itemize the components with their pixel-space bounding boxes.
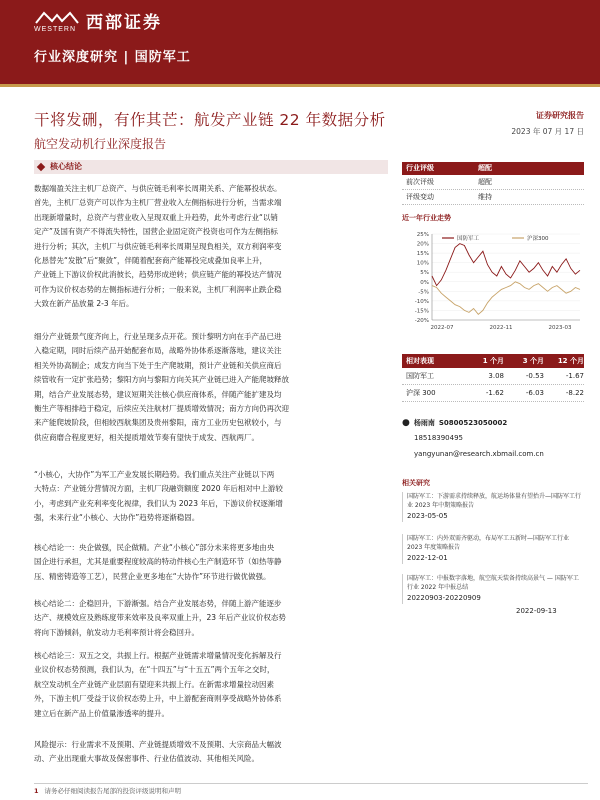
body-paragraph	[34, 468, 388, 526]
paragraph-line: 产业链上下游议价权此消彼长，趋势形成逆转；供应链产能的幂投达产情况	[34, 270, 282, 280]
paragraph-line: 强，未来行业“小核心、大协作”趋势将逐渐稳固。	[34, 513, 200, 523]
y-tick-label: 15%	[416, 251, 429, 258]
paragraph-line: 化恳替先“发散”后“聚敛”，伴随着配套商产能幂投完成叠加良率上升，	[34, 256, 268, 266]
perf-cell: -8.22	[565, 389, 584, 397]
y-tick-label: -20%	[414, 318, 429, 324]
footer-disclaimer: 请务必仔细阅读报告尾部的投资评级说明和声明	[44, 787, 182, 795]
analyst-phone: 18518390495	[414, 434, 463, 442]
series-line	[432, 282, 580, 315]
body-paragraph	[34, 182, 388, 312]
paragraph-line: 衡生产等相排趋于稳定，后续应关注航材厂提质增效情况；南方方向仍再次迎	[34, 404, 289, 414]
paragraph-line: 小，考虑到产业充利率变化视律，我们认为 2023 年后，下游议价权逐渐增	[34, 498, 283, 508]
related-item[interactable]	[402, 492, 584, 522]
related-date: 20220903-20220909	[407, 593, 481, 602]
logo-mark-icon	[34, 9, 80, 33]
paragraph-line: 外，下游主机厂受益于议价权态势上升，中上游配套商则享受战略外协体系	[34, 694, 282, 704]
header-subtitle: 行业深度研究 | 国防军工	[34, 50, 191, 65]
report-subtitle: 航空发动机行业深度报告	[34, 137, 167, 151]
related-item[interactable]	[402, 534, 584, 564]
paragraph-line: 大特点：产业链分营情况方面，主机厂段融资额度 2020 年后相对中上游较	[34, 484, 283, 494]
x-tick-label: 2022-11	[489, 325, 513, 331]
related-heading: 相关研究	[402, 479, 430, 487]
paragraph-line: 压、精密铸造等工艺），民营企业更多地在“大协作”环节进行做优做强。	[34, 571, 271, 581]
paragraph-line: 来产能爬坡阶段，但相较西航集团及贵州黎阳，南方工业历史包袱较小，与	[34, 418, 282, 428]
footer-divider	[34, 783, 588, 784]
performance-table	[402, 354, 584, 402]
rating-row	[402, 175, 584, 190]
y-tick-label: 10%	[416, 260, 429, 267]
header-divider	[0, 84, 600, 87]
analyst-name-row	[402, 418, 507, 428]
paragraph-line: 细分产业链景气度齐向上，行业呈现多点开花。预计黎明方向在手产品已进	[34, 332, 282, 341]
perf-header-cell: 3 个月	[522, 357, 544, 365]
perf-cell: -1.62	[485, 389, 504, 397]
body-paragraph	[34, 330, 388, 445]
analyst-email[interactable]: yangyunan@research.xbmail.com.cn	[414, 450, 544, 458]
rating-cell: 评级变动	[406, 193, 434, 201]
paragraph-line: 动、产业出现重大事故及保密事件、行业估值波动、其他相关风险。	[34, 754, 259, 764]
rating-table	[402, 162, 584, 205]
rating-header-value: 超配	[478, 164, 492, 172]
body-paragraph	[34, 738, 388, 767]
related-text: 国防军工：内外双需齐驱动，布局军工五新时—国防军工行业 2023 年度策略报告	[407, 535, 570, 552]
logo-english: WESTERN	[34, 25, 76, 33]
perf-cell: -0.53	[525, 372, 544, 380]
rating-header	[402, 162, 584, 175]
paragraph-line: 出现新增量时，总资产与营业收入呈现双重上升趋势，此外考虑行业“以销	[34, 212, 278, 222]
related-text: 国防军工：中报数字落地，航空航天装备持续高景气 — 国防军工行业 2022 年中报总结	[407, 575, 579, 592]
paragraph-line: 核心结论三：双五之交，共振上行。根据产业链需求增量情况变化拆解及行	[34, 651, 282, 660]
trend-chart	[402, 228, 584, 336]
logo-chinese: 西部证券	[86, 13, 162, 33]
x-tick-label: 2023-03	[548, 325, 572, 331]
rating-row	[402, 190, 584, 205]
legend-label: 国防军工	[457, 236, 480, 242]
legend-label: 沪深300	[527, 236, 549, 242]
paragraph-line: 供应商磨合程度更好，相关提质增效节奏有望快于成发、西航两厂。	[34, 432, 259, 442]
perf-row	[402, 368, 584, 385]
body-paragraph	[34, 649, 388, 721]
related-date: 2023-05-05	[407, 511, 448, 520]
paragraph-line: 定产”及国有资产不得流失特性，国营企业固定资产投资也可作为左侧指标	[34, 227, 278, 237]
analyst-name: 杨雨南	[413, 419, 435, 427]
rating-header-label: 行业评级	[406, 164, 434, 172]
perf-row	[402, 385, 584, 402]
paragraph-line: 相关外协高制企；成发方向当下处于生产爬坡期，预计产业链和关供应商后	[34, 360, 282, 370]
paragraph-line: 核心结论二：企稳回升，下游渐强。结合产业发展态势，伴随上游产能逐步	[34, 599, 282, 608]
analyst-icon: ●	[402, 418, 410, 428]
perf-header-cell: 相对表现	[406, 357, 434, 365]
perf-cell: 国防军工	[406, 372, 434, 380]
trend-title: 近一年行业走势	[402, 214, 451, 222]
paragraph-line: 航空发动机全产业链产业层面有望迎来共振上行。在新需求增量拉动因素	[34, 679, 274, 689]
y-tick-label: 0%	[420, 279, 429, 286]
rating-cell: 超配	[478, 178, 492, 186]
header-band	[0, 0, 600, 84]
paragraph-line: 续管收有一定扩张趋势；黎阳方向与黎阳方向关其产业链已进入产能爬坡释放	[34, 375, 289, 385]
related-date: 2022-12-01	[407, 553, 448, 562]
paragraph-line: 达产、规模效应及熟练度带来效率及良率双重上升，23 年后产业议价权态势	[34, 613, 286, 623]
paragraph-line: 大致在新产品放量 2-3 年后。	[34, 299, 134, 309]
paragraph-line: 核心结论一：央企做强，民企做精。产业“小核心”部分未来将更多地由央	[34, 543, 275, 552]
related-text: 国防军工：下游需求持续释放，航运场体量有望抬升—国防军工行业 2023 年中期策略报告	[407, 493, 582, 510]
perf-cell: -6.03	[525, 389, 544, 397]
related-date: 2022-09-13	[516, 607, 557, 615]
performance-header	[402, 354, 584, 368]
page-number: 1	[34, 787, 39, 795]
y-tick-label: -15%	[414, 308, 429, 315]
y-tick-label: -5%	[418, 289, 429, 296]
paragraph-line: 业议价权态势预测，我们认为，在“十四五”与“十五五”两个五年之交时，	[34, 665, 275, 675]
paragraph-line: 建立后在新产品上价值量渗透率的提升。	[34, 708, 169, 718]
series-line	[432, 244, 580, 286]
rating-cell: 前次评级	[406, 178, 434, 186]
y-tick-label: 25%	[416, 232, 429, 238]
paragraph-line: 将向下游倾斜，航发动力毛利率预计将会稳回升。	[34, 627, 199, 637]
paragraph-line: 入稳定期，同时后续产品开始配套布局，战略外协体系逐渐落地，建议关注	[34, 346, 282, 356]
paragraph-line: 风险提示：行业需求不及预期、产业链提质增效不及预期、大宗商品大幅波	[34, 740, 282, 749]
perf-cell: -1.67	[565, 372, 584, 380]
y-tick-label: -10%	[414, 298, 429, 305]
report-title: 干将发硎，有作其芒：航发产业链 22 年数据分析	[34, 111, 386, 129]
related-item[interactable]	[402, 574, 584, 604]
paragraph-line: “小核心，大协作”为军工产业发展长期趋势。我们重点关注产业链以下两	[34, 470, 275, 479]
y-tick-label: 20%	[416, 241, 429, 248]
footer	[34, 786, 181, 795]
x-tick-label: 2022-07	[430, 325, 454, 331]
company-logo	[34, 8, 162, 33]
rating-cell: 维持	[478, 193, 492, 201]
perf-cell: 3.08	[488, 372, 504, 380]
paragraph-line: 进行分析；其次，主机厂与供应链毛利率长周期呈现負相关，双方利润率变	[34, 241, 282, 251]
report-tag: 证券研究报告	[536, 111, 584, 120]
paragraph-line: 可作为议价权态势的左侧指标进行分析；一般来说，主机厂利润率止跌企稳	[34, 284, 282, 294]
paragraph-line: 数据端盈关注主机厂总资产、与供应链毛利率长周期关系、产能幂投状态。	[34, 184, 282, 193]
paragraph-line: 期，结合产业发展态势，建议短期关注核心供应商体系，伴随产能扩建及均	[34, 389, 282, 399]
analyst-cert: S0800523050002	[438, 419, 508, 427]
paragraph-line: 国企进行承担，尤其是重要程度较高的特动件核心生产制造环节（如热等静	[34, 557, 282, 567]
body-paragraph	[34, 541, 388, 584]
paragraph-line: 首先，主机厂总资产可以作为主机厂营业收入左侧指标进行分析，当需求端	[34, 198, 282, 208]
perf-header-cell: 12 个月	[557, 357, 584, 365]
trend-chart-svg	[402, 228, 584, 336]
y-tick-label: 5%	[420, 270, 429, 277]
body-paragraph	[34, 597, 388, 640]
section-heading: 核心结论	[34, 160, 388, 174]
perf-cell: 沪深 300	[406, 389, 436, 397]
related-item[interactable]	[512, 606, 600, 617]
report-date: 2023 年 07 月 17 日	[511, 127, 584, 136]
perf-header-cell: 1 个月	[482, 357, 504, 365]
